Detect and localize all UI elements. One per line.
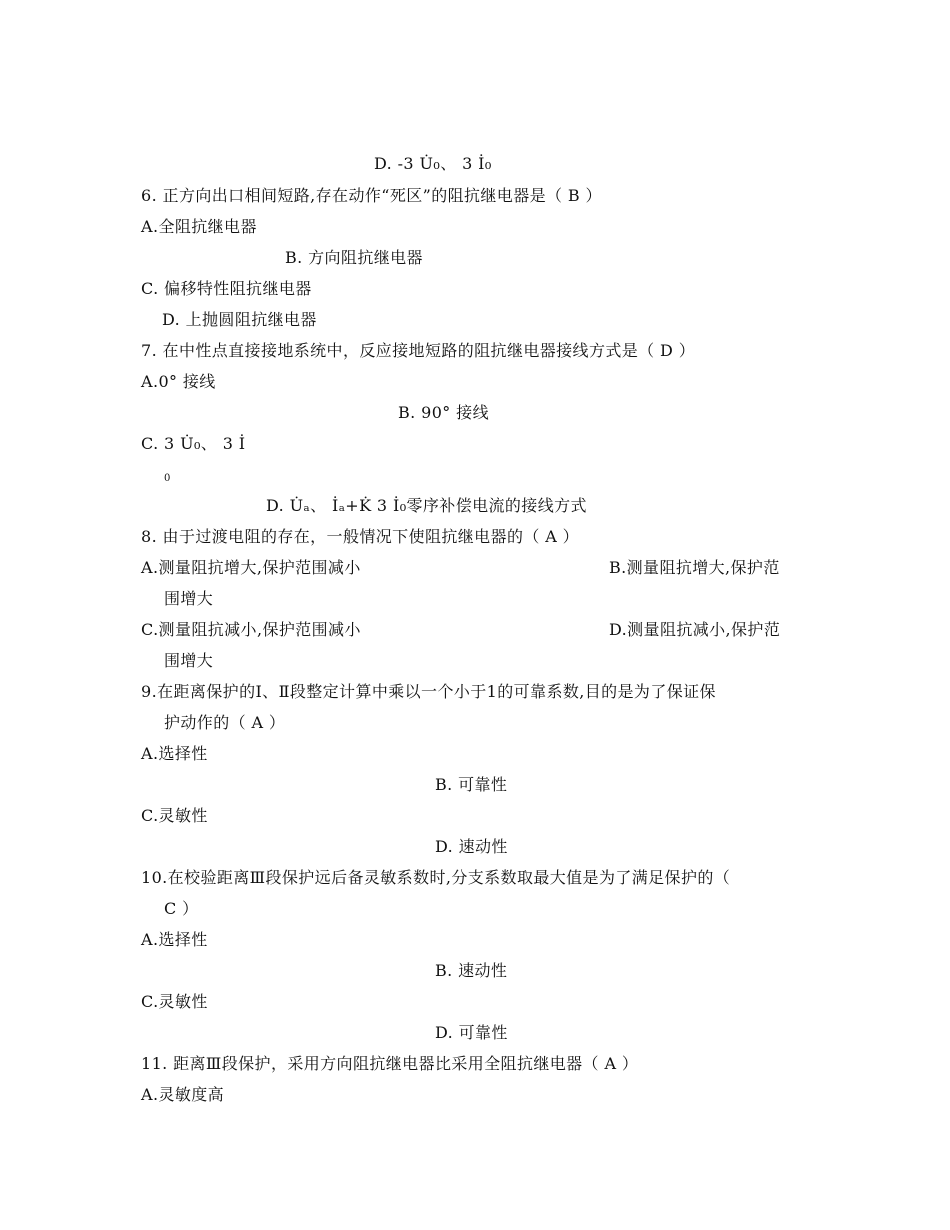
- q9-option-c: C.灵敏性: [141, 806, 208, 825]
- q9-option-d: D. 速动性: [435, 837, 508, 856]
- q8-option-a: A.测量阻抗增大,保护范围减小: [141, 558, 361, 577]
- q6-option-d: D. 上抛圆阻抗继电器: [162, 310, 317, 329]
- q11-stem: 11. 距离Ⅲ段保护，采用方向阻抗继电器比采用全阻抗继电器（ A ）: [141, 1054, 639, 1073]
- q7-option-c-subscript: 0: [164, 473, 171, 484]
- q10-option-d: D. 可靠性: [435, 1023, 508, 1042]
- q10-stem: 10.在校验距离Ⅲ段保护远后备灵敏系数时,分支系数取最大值是为了满足保护的（: [141, 868, 731, 887]
- q10-option-b: B. 速动性: [435, 961, 508, 980]
- q11-option-a: A.灵敏度高: [141, 1085, 225, 1104]
- q6-option-c: C. 偏移特性阻抗继电器: [141, 279, 312, 298]
- q10-option-a: A.选择性: [141, 930, 208, 949]
- q8-option-c: C.测量阻抗减小,保护范围减小: [141, 620, 361, 639]
- q6-stem: 6. 正方向出口相间短路,存在动作“死区”的阻抗继电器是（ B ）: [141, 186, 602, 205]
- q5-option-d: D. -3 U̇₀、 3 İ₀: [374, 154, 492, 173]
- q9-option-b: B. 可靠性: [435, 775, 508, 794]
- q8-option-d-cont: 围增大: [164, 651, 214, 670]
- q8-option-d: D.测量阻抗减小,保护范: [609, 620, 781, 639]
- q10-stem-cont: C ）: [164, 899, 199, 918]
- q8-stem: 8. 由于过渡电阻的存在，一般情况下使阻抗继电器的（ A ）: [141, 527, 580, 546]
- q7-option-b: B. 90° 接线: [398, 403, 489, 422]
- q8-option-b-cont: 围增大: [164, 589, 214, 608]
- q9-option-a: A.选择性: [141, 744, 208, 763]
- q9-stem-cont: 护动作的（ A ）: [164, 713, 286, 732]
- q8-option-b: B.测量阻抗增大,保护范: [609, 558, 780, 577]
- q10-option-c: C.灵敏性: [141, 992, 208, 1011]
- q6-option-a: A.全阻抗继电器: [141, 217, 257, 236]
- q7-stem: 7. 在中性点直接接地系统中，反应接地短路的阻抗继电器接线方式是（ D ）: [141, 341, 696, 360]
- q6-option-b: B. 方向阻抗继电器: [285, 248, 423, 267]
- q7-option-a: A.0° 接线: [141, 372, 216, 391]
- q9-stem: 9.在距离保护的Ⅰ、Ⅱ段整定计算中乘以一个小于1的可靠系数,目的是为了保证保: [141, 682, 716, 701]
- q7-option-c: C. 3 U̇₀、 3 İ: [141, 434, 246, 453]
- q7-option-d: D. U̇ₐ、 İₐ+K̇ 3 İ₀零序补偿电流的接线方式: [266, 496, 587, 515]
